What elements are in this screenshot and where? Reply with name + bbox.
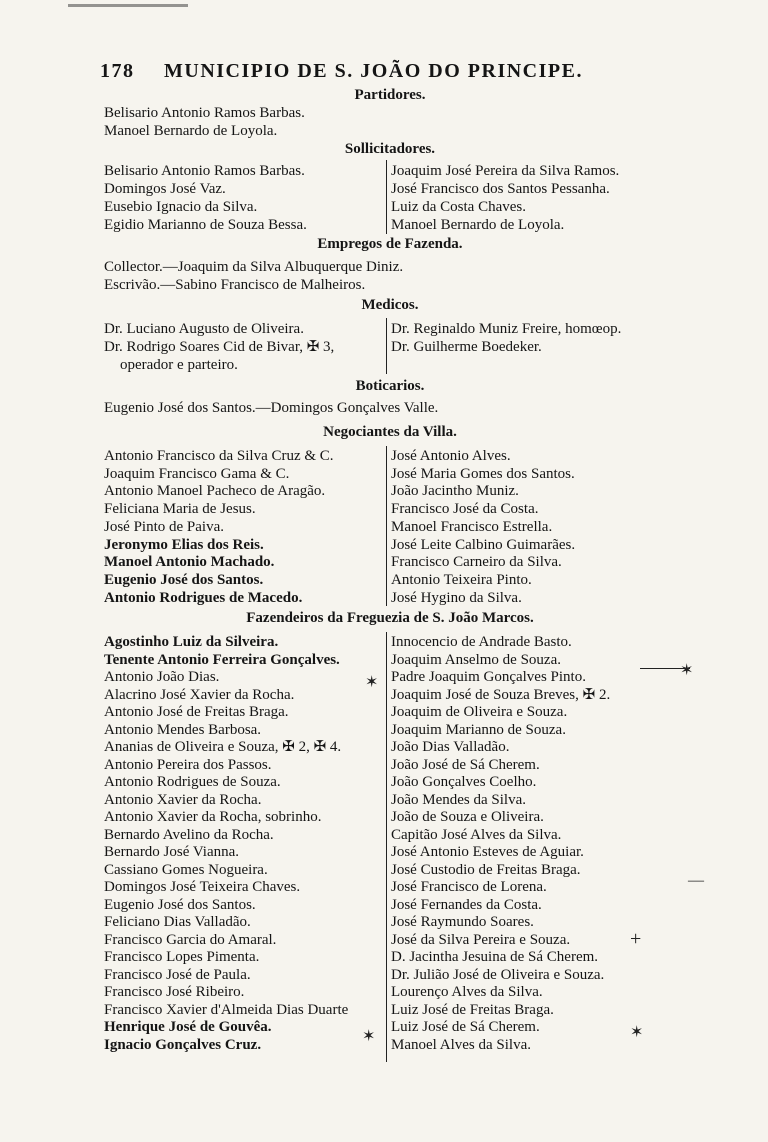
fazendeiro-left: Francisco Garcia do Amaral. <box>104 931 277 948</box>
negociante-left: Manoel Antonio Machado. <box>104 554 275 571</box>
column-divider <box>386 318 387 374</box>
handwritten-star-mark: ✶ <box>680 662 694 679</box>
negociante-right: Francisco Carneiro da Silva. <box>391 554 562 571</box>
fazendeiro-left: Antonio João Dias. <box>104 669 220 685</box>
column-divider <box>386 160 387 234</box>
fazendeiro-right: José Raymundo Soares. <box>391 914 534 930</box>
handwritten-star-mark: ✶ <box>630 1024 644 1041</box>
fazendeiro-left: Francisco José Ribeiro. <box>104 984 245 1000</box>
fazendeiro-right: Joaquim José de Souza Breves, ✠ 2. <box>391 686 611 703</box>
medico-right: Dr. Guilherme Boedeker. <box>391 339 542 355</box>
negociante-left: José Pinto de Paiva. <box>104 518 224 535</box>
medico-left: operador e parteiro. <box>120 357 238 373</box>
running-title: MUNICIPIO DE S. JOÃO DO PRINCIPE. <box>164 60 583 82</box>
fazendeiro-left: Cassiano Gomes Nogueira. <box>104 861 268 878</box>
fazendeiro-left: Antonio Mendes Barbosa. <box>104 721 262 738</box>
negociante-left: Antonio Francisco da Silva Cruz & C. <box>104 448 334 464</box>
fazendeiro-right: José Fernandes da Costa. <box>391 896 542 913</box>
fazendeiro-left: Bernardo Avelino da Rocha. <box>104 826 274 843</box>
fazendeiro-left: Francisco Lopes Pimenta. <box>104 949 260 965</box>
fazenda-line: Escrivão.—Sabino Francisco de Malheiros. <box>104 277 366 293</box>
medico-left: Dr. Luciano Augusto de Oliveira. <box>104 321 304 337</box>
sollicitador-left: Belisario Antonio Ramos Barbas. <box>104 163 305 179</box>
negociante-right: José Antonio Alves. <box>391 448 511 464</box>
fazendeiro-left: Antonio Xavier da Rocha, sobrinho. <box>104 809 322 825</box>
page-header <box>100 60 680 83</box>
fazendeiro-right: Capitão José Alves da Silva. <box>391 826 562 843</box>
boticarios-line: Eugenio José dos Santos.—Domingos Gonçalves Valle. <box>104 400 439 416</box>
heading-partidores: Partidores. <box>354 87 426 103</box>
fazendeiro-left: Francisco Xavier d'Almeida Dias Duarte <box>104 1001 349 1018</box>
fazendeiro-right: Luiz José de Freitas Braga. <box>391 1001 554 1018</box>
fazendeiro-right: João Mendes da Silva. <box>391 791 526 808</box>
fazendeiro-right: Luiz José de Sá Cherem. <box>391 1019 540 1035</box>
sollicitador-left: Eusebio Ignacio da Silva. <box>104 199 258 215</box>
negociante-left: Feliciana Maria de Jesus. <box>104 501 256 518</box>
fazendeiro-right: José Antonio Esteves de Aguiar. <box>391 844 584 860</box>
medico-right: Dr. Reginaldo Muniz Freire, homœop. <box>391 321 622 337</box>
fazendeiro-right: Lourenço Alves da Silva. <box>391 984 543 1000</box>
handwritten-star-mark: ✶ <box>362 1028 376 1045</box>
fazendeiro-right: José Francisco de Lorena. <box>391 879 547 895</box>
negociante-left: Joaquim Francisco Gama & C. <box>104 465 290 482</box>
negociante-right: José Maria Gomes dos Santos. <box>391 465 575 482</box>
fazendeiro-right: João Gonçalves Coelho. <box>391 774 537 790</box>
heading-medicos: Medicos. <box>361 297 419 313</box>
fazendeiro-left: Alacrino José Xavier da Rocha. <box>104 686 295 703</box>
negociante-left: Eugenio José dos Santos. <box>104 571 264 588</box>
handwritten-dash-mark: — <box>688 872 704 889</box>
handwritten-plus-mark: + <box>630 928 642 950</box>
fazendeiro-left: Eugenio José dos Santos. <box>104 896 256 913</box>
sollicitador-left: Domingos José Vaz. <box>104 181 226 197</box>
fazendeiro-left: Ananias de Oliveira e Souza, ✠ 2, ✠ 4. <box>104 739 342 755</box>
fazendeiro-left: Antonio Rodrigues de Souza. <box>104 774 281 790</box>
fazendeiro-right: João de Souza e Oliveira. <box>391 809 544 825</box>
fazendeiro-right: Dr. Julião José de Oliveira e Souza. <box>391 966 605 983</box>
fazendeiro-left: Ignacio Gonçalves Cruz. <box>104 1036 262 1053</box>
fazendeiro-right: Innocencio de Andrade Basto. <box>391 634 572 650</box>
fazenda-line: Collector.—Joaquim da Silva Albuquerque Diniz. <box>104 259 404 275</box>
heading-negociantes: Negociantes da Villa. <box>323 424 457 440</box>
fazendeiro-right: Joaquim Marianno de Souza. <box>391 721 566 738</box>
column-divider <box>386 632 387 1062</box>
fazendeiro-left: Antonio Xavier da Rocha. <box>104 791 262 808</box>
fazendeiro-left: Henrique José de Gouvêa. <box>104 1019 272 1035</box>
sollicitador-right: José Francisco dos Santos Pessanha. <box>391 181 610 197</box>
negociante-left: Antonio Rodrigues de Macedo. <box>104 589 303 606</box>
fazendeiro-left: Tenente Antonio Ferreira Gonçalves. <box>104 651 340 668</box>
column-divider <box>386 446 387 606</box>
scan-edge-line <box>68 4 188 7</box>
fazendeiro-right: Joaquim de Oliveira e Souza. <box>391 704 568 720</box>
partidores-line: Belisario Antonio Ramos Barbas. <box>104 105 305 121</box>
fazendeiro-right: D. Jacintha Jesuina de Sá Cherem. <box>391 949 599 965</box>
fazendeiro-left: Agostinho Luiz da Silveira. <box>104 634 279 650</box>
fazendeiro-right: Joaquim Anselmo de Souza. <box>391 651 561 668</box>
negociante-right: João Jacintho Muniz. <box>391 483 519 500</box>
fazendeiro-right: José Custodio de Freitas Braga. <box>391 861 581 878</box>
negociante-right: José Hygino da Silva. <box>391 589 522 606</box>
heading-boticarios: Boticarios. <box>355 378 425 394</box>
fazendeiro-right: João José de Sá Cherem. <box>391 756 540 773</box>
page-number: 178 <box>100 60 135 82</box>
fazendeiro-right: José da Silva Pereira e Souza. <box>391 931 571 948</box>
negociante-left: Antonio Manoel Pacheco de Aragão. <box>104 483 326 500</box>
fazendeiro-left: Francisco José de Paula. <box>104 966 251 983</box>
handwritten-star-mark: ✶ <box>365 674 379 691</box>
fazendeiro-left: Domingos José Teixeira Chaves. <box>104 879 301 895</box>
partidores-line: Manoel Bernardo de Loyola. <box>104 123 278 139</box>
negociante-right: Francisco José da Costa. <box>391 501 539 518</box>
sollicitador-right: Manoel Bernardo de Loyola. <box>391 217 565 233</box>
negociante-right: Antonio Teixeira Pinto. <box>391 571 532 588</box>
fazendeiro-right: Manoel Alves da Silva. <box>391 1036 531 1053</box>
fazendeiro-left: Bernardo José Vianna. <box>104 844 240 860</box>
fazendeiro-right: Padre Joaquim Gonçalves Pinto. <box>391 669 586 685</box>
heading-sollicitadores: Sollicitadores. <box>344 141 436 157</box>
fazendeiro-right: João Dias Valladão. <box>391 739 510 755</box>
heading-fazenda: Empregos de Fazenda. <box>317 236 463 252</box>
negociante-right: José Leite Calbino Guimarães. <box>391 536 576 553</box>
negociante-left: Jeronymo Elias dos Reis. <box>104 536 264 553</box>
fazendeiro-left: Antonio José de Freitas Braga. <box>104 704 289 720</box>
sollicitador-left: Egidio Marianno de Souza Bessa. <box>104 217 307 233</box>
sollicitador-right: Luiz da Costa Chaves. <box>391 199 526 215</box>
fazendeiro-left: Feliciano Dias Valladão. <box>104 914 251 930</box>
sollicitador-right: Joaquim José Pereira da Silva Ramos. <box>391 163 620 179</box>
heading-fazendeiros: Fazendeiros da Freguezia de S. João Marcos. <box>246 610 534 626</box>
medico-left: Dr. Rodrigo Soares Cid de Bivar, ✠ 3, <box>104 339 335 355</box>
fazendeiro-left: Antonio Pereira dos Passos. <box>104 756 272 773</box>
negociante-right: Manoel Francisco Estrella. <box>391 518 553 535</box>
